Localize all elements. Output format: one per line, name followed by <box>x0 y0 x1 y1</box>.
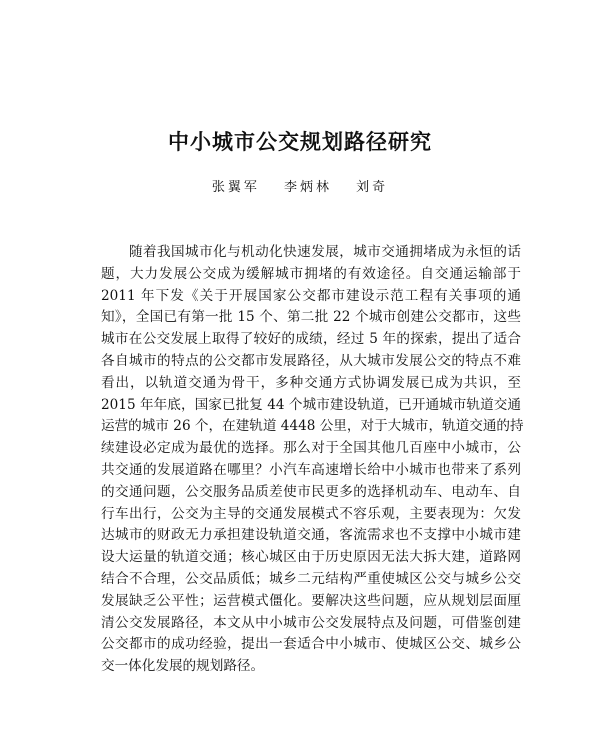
paragraph-line: 随着我国城市化与机动化快速发展，城市交通拥堵成为永恒的话 <box>129 244 521 260</box>
paragraph-line: 清公交发展路径，本文从中小城市公交发展特点及问题，可借鉴创建 <box>101 614 521 631</box>
paragraph-line: 的交通问题，公交服务品质差使市民更多的选择机动车、电动车、自 <box>101 483 521 500</box>
author: 刘奇 <box>356 180 389 195</box>
paragraph-line: 达城市的财政无力承担建设轨道交通，客流需求也不支撑中小城市建 <box>101 527 521 544</box>
paragraph-line: 知》，全国已有第一批 15 个、第二批 22 个城市创建公交都市，这些 <box>101 309 521 326</box>
paragraph-line: 运营的城市 26 个，在建轨道 4448 公里，对于大城市，轨道交通的持 <box>101 418 524 435</box>
authors <box>0 176 600 195</box>
body-paragraph <box>101 242 524 678</box>
paragraph-line: 公交都市的成功经验，提出一套适合中小城市、使城区公交、城乡公 <box>101 636 521 653</box>
paragraph-line: 续建设必定成为最优的选择。那么对于全国其他几百座中小城市，公 <box>101 440 521 457</box>
paragraph-line: 共交通的发展道路在哪里？小汽车高速增长给中小城市也带来了系列 <box>101 461 521 478</box>
author: 李炳林 <box>283 180 332 195</box>
paragraph-line: 结合不合理，公交品质低；城乡二元结构严重使城区公交与城乡公交 <box>101 570 521 587</box>
paragraph-line: 看出，以轨道交通为骨干，多种交通方式协调发展已成为共识，至 <box>101 374 521 391</box>
paragraph-line: 2011 年下发《关于开展国家公交都市建设示范工程有关事项的通 <box>101 287 521 304</box>
paragraph-line: 2015 年年底，国家已批复 44 个城市建设轨道，已开通城市轨道交通 <box>101 396 521 413</box>
paragraph-line: 题，大力发展公交成为缓解城市拥堵的有效途径。自交通运输部于 <box>101 265 521 282</box>
paragraph-line: 交一体化发展的规划路径。 <box>101 658 265 675</box>
paragraph-line: 行车出行，公交为主导的交通发展模式不容乐观，主要表现为：欠发 <box>101 505 521 522</box>
author: 张翼军 <box>211 180 260 195</box>
paragraph-line: 城市在公交发展上取得了较好的成绩，经过 5 年的探索，提出了适合 <box>101 331 521 348</box>
page-title: 中小城市公交规划路径研究 <box>168 130 432 154</box>
paragraph-line: 设大运量的轨道交通；核心城区由于历史原因无法大拆大建，道路网 <box>101 549 521 566</box>
paragraph-line: 各自城市的特点的公交都市发展路径，从大城市发展公交的特点不难 <box>101 352 521 369</box>
paragraph-line: 发展缺乏公平性；运营模式僵化。要解决这些问题，应从规划层面厘 <box>101 592 521 609</box>
